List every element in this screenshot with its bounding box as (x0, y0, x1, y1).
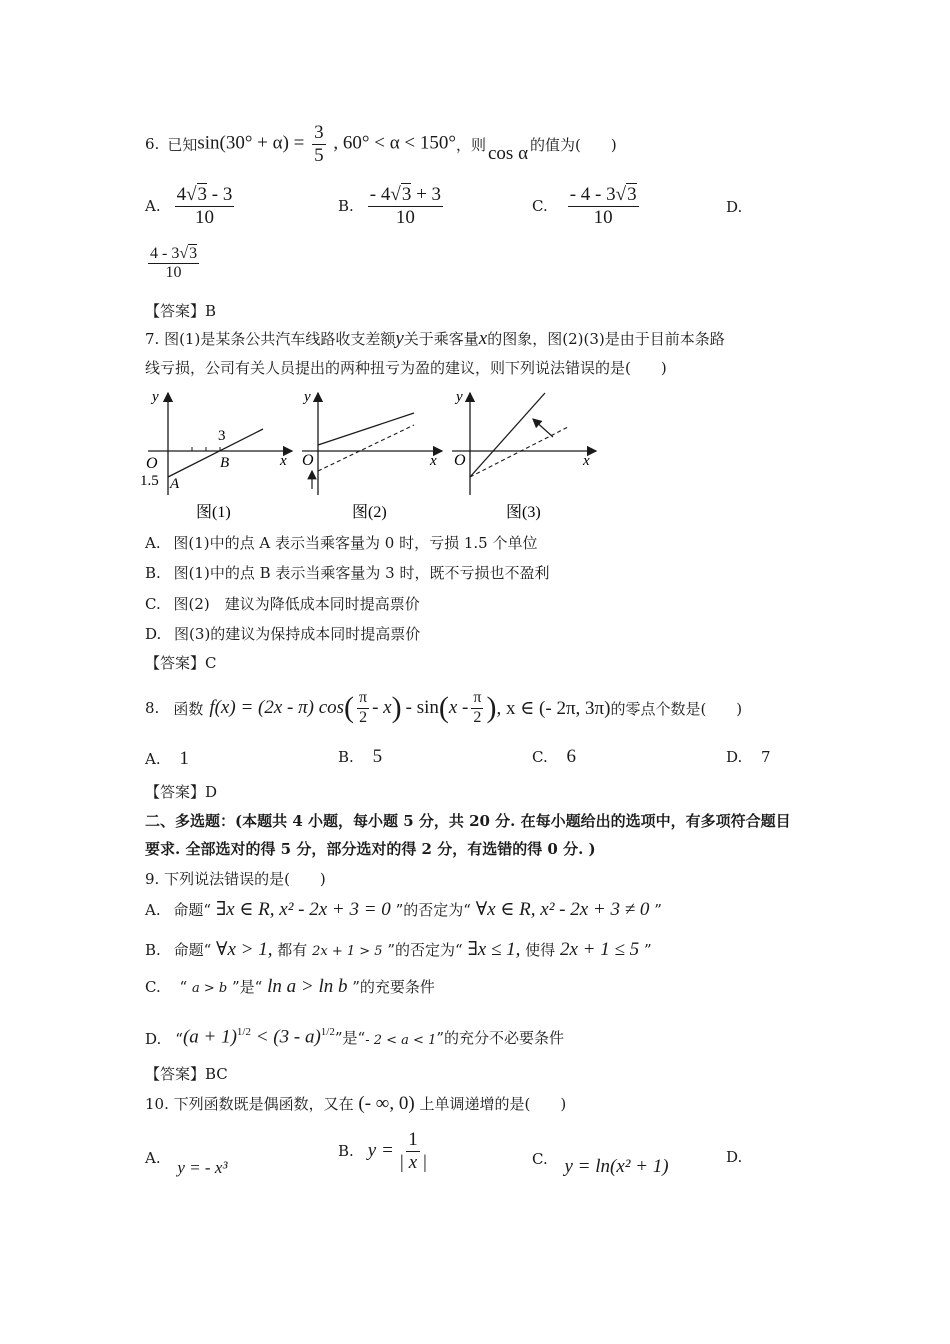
q10-option-d-label: D. (726, 1148, 743, 1166)
q9-b-end: ” (643, 941, 652, 959)
fig2-y-label: y (304, 389, 311, 405)
q7-stem-line2: 线亏损，公司有关人员提出的两种扭亏为盈的建议，则下列说法错误的是( ) (145, 359, 667, 377)
q8-frac1-num: π (357, 689, 369, 708)
q6-option-a-label: A. (145, 197, 161, 215)
q8-option-a-value: 1 (179, 748, 189, 769)
q7-option-b-text: 图(1)中的点 B 表示当乘客量为 3 时，既不亏损也不盈利 (173, 564, 550, 582)
q6-frac (312, 122, 326, 167)
q6-b-num-coef: - 4 (369, 183, 391, 205)
fig3-dashed-line (470, 427, 568, 477)
q6-d-den: 10 (165, 264, 182, 282)
fig1-three: 3 (218, 428, 226, 444)
q9-option-c-label: C. (145, 978, 161, 996)
q8-minus-sin: - sin (405, 697, 439, 718)
q6-prefix: 已知 (167, 135, 198, 154)
q7-option-c[interactable] (145, 593, 420, 614)
q7-var-y: y (395, 328, 404, 349)
q6-number: 6. (145, 135, 160, 153)
section2-heading-line2: 要求. 全部选对的得 5 分，部分选对的得 2 分，有选错的得 0 分. ) (145, 840, 596, 858)
q6-option-a[interactable] (145, 183, 237, 229)
q7-option-b-label: B. (145, 564, 161, 582)
q8-frac2-den: 2 (473, 708, 482, 726)
q9-a-math1: ∃x ∈ R, x² - 2x + 3 = 0 (215, 899, 391, 920)
fig2-solid-line (318, 413, 414, 445)
q9-option-c[interactable] (145, 976, 435, 998)
fig1-y-label: y (152, 389, 159, 405)
q10-option-a[interactable] (145, 1148, 228, 1177)
q6-a-num-rad: 3 (197, 183, 208, 205)
q6-option-c-label: C. (532, 197, 548, 215)
q7-option-a-text: 图(1)中的点 A 表示当乘客量为 0 时，亏损 1.5 个单位 (173, 534, 538, 552)
fig1-point-a: A (170, 476, 180, 492)
q6-d-num-coef: 4 - 3 (150, 245, 180, 262)
q8-domain: , x ∈ (- 2π, 3π) (496, 697, 611, 719)
q9-b-math1: ∀x > 1, (216, 939, 273, 960)
q9-option-d-label: D. (145, 1030, 162, 1048)
q9-d-math1: (a + 1) (182, 1026, 237, 1047)
q8-option-d-label: D. (726, 748, 743, 766)
q9-b-math3: ∃x ≤ 1, (467, 939, 521, 960)
figure-2 (302, 389, 442, 495)
fig3-x-label: x (583, 453, 590, 469)
q7-option-c-text: 图(2) 建议为降低成本同时提高票价 (173, 595, 420, 613)
q6-b-den: 10 (395, 206, 415, 228)
q6-option-c-frac: $\frac{- 4 - 3√3}{10}$ (569, 183, 637, 228)
q8-answer: 【答案】D (145, 783, 218, 801)
q8-prefix: 函数 (173, 699, 204, 718)
q8-x-minus: x - (448, 697, 469, 718)
q6-sin-head: sin(30° + α) = (197, 132, 305, 154)
q9-d-mid: ”是“ (334, 1029, 366, 1047)
q6-a-den: 10 (194, 206, 214, 228)
section2-heading-line1: 二、多选题：(本题共 4 小题，每小题 5 分，共 20 分. 在每小题给出的选项中，有多项符合题目 (145, 812, 791, 830)
q10-stem (145, 1093, 566, 1115)
fig2-origin: O (302, 452, 314, 469)
figure-3 (452, 389, 596, 495)
q6-option-d-frac: $\frac{4 - 3√3}{10}$ (150, 245, 198, 282)
q6-answer: 【答案】B (145, 302, 217, 320)
q7-option-a-label: A. (145, 534, 161, 552)
q8-option-c[interactable] (532, 746, 576, 768)
q10-stem-pre: 10. 下列函数既是偶函数，又在 (145, 1095, 354, 1113)
q8-frac1-den: 2 (359, 708, 368, 726)
q6-a-num-coef: 4 (176, 183, 187, 205)
q9-d-pre: “ (175, 1030, 183, 1048)
q10-option-c-label: C. (532, 1150, 548, 1168)
q9-a-mid: ”的否定为“ (395, 901, 471, 919)
q6-suffix: 的值为( ) (530, 135, 617, 154)
q9-c-math2: ln a > ln b (267, 976, 348, 997)
q9-d-end: ”的充分不必要条件 (436, 1029, 565, 1047)
q8-option-a-label: A. (145, 750, 161, 768)
q9-d-lt: < (3 - a) (255, 1026, 321, 1047)
q6-c-num-rad: 3 (627, 183, 637, 205)
q7-line1-text: 7. 图(1)是某条公共汽车线路收支差额 (145, 330, 396, 348)
q8-number: 8. (145, 699, 160, 717)
q9-b-mid3: 使得 (525, 941, 556, 959)
q7-option-b[interactable] (145, 562, 549, 583)
q8-option-b-label: B. (338, 748, 354, 766)
q7-line1-end: 的图象，图(2)(3)是由于目前本条路 (487, 330, 725, 348)
q9-option-b-label: B. (145, 941, 161, 959)
q10-option-c[interactable] (532, 1148, 669, 1177)
fig3-arrow (533, 419, 553, 437)
q9-a-pre: 命题“ (173, 901, 212, 919)
q9-a-end: ” (654, 901, 662, 919)
q7-answer: 【答案】C (145, 654, 217, 672)
q6-b-num-tail: + 3 (411, 183, 442, 205)
q6-option-b-label: B. (338, 197, 354, 215)
q6-option-d-label[interactable]: D. (726, 198, 743, 216)
q9-b-math2: 2x + 1 > 5 (312, 944, 383, 959)
q9-option-a-label: A. (145, 901, 161, 919)
q7-option-c-label: C. (145, 595, 161, 613)
fig1-caption: 图(1) (196, 504, 231, 521)
q6-frac-den: 5 (314, 144, 324, 166)
q10-option-a-label: A. (145, 1149, 161, 1167)
q9-option-d[interactable] (145, 1016, 564, 1048)
q9-b-math4: 2x + 1 ≤ 5 (559, 939, 640, 960)
q7-option-a[interactable] (145, 532, 537, 553)
fig2-x-label: x (430, 453, 437, 469)
q10-option-b-label: B. (338, 1142, 354, 1160)
fig3-origin: O (454, 452, 466, 469)
q10-stem-post: 上单调递增的是( ) (419, 1095, 567, 1113)
q9-d-expr (183, 1026, 335, 1048)
q8-option-a[interactable] (145, 748, 189, 770)
q6-c-num-coef: - 4 - 3 (569, 183, 616, 205)
q9-stem: 9. 下列说法错误的是( ) (145, 870, 326, 888)
q6-option-b[interactable] (338, 183, 446, 229)
q6-option-c[interactable] (532, 183, 642, 229)
q10-option-a-math: y = - x³ (177, 1158, 228, 1177)
q6-then: ，则 (455, 135, 486, 154)
q10-interval: (- ∞, 0) (358, 1093, 415, 1114)
q6-option-b-frac: $\frac{- 4√3 + 3}{10}$ (369, 183, 442, 228)
q9-d-math2: - 2 < a < 1 (365, 1033, 437, 1048)
q9-c-pre: “ (179, 978, 188, 996)
q8-function: f(x) = (2x - π) cos ( $\frac{\pi}{2}$ - x ) - sin ( x - $\frac{\pi}{2}$ ) , x ∈ (- 2π, 3π) (209, 689, 611, 726)
q8-suffix: 的零点个数是( ) (610, 699, 743, 718)
q10-option-d[interactable] (726, 1148, 742, 1166)
q8-option-b[interactable] (338, 746, 382, 768)
q9-option-b[interactable] (145, 938, 652, 961)
q6-sin-expr (197, 122, 456, 167)
q10-option-b-num: 1 (408, 1128, 418, 1150)
q10-option-b-den: | x | (398, 1151, 428, 1173)
fig2-dashed-line (318, 425, 414, 471)
q10-option-b-head: y = (367, 1140, 394, 1161)
q9-c-math1: a > b (191, 981, 228, 996)
q8-stem (145, 683, 742, 733)
fig3-caption: 图(3) (506, 504, 541, 521)
q8-option-b-value: 5 (372, 746, 383, 767)
q8-option-d[interactable] (726, 748, 771, 766)
q8-option-d-value: 7 (761, 748, 771, 766)
figure-1 (140, 389, 292, 495)
q9-b-mid1: 都有 (277, 941, 308, 959)
q8-frac2-num: π (471, 689, 483, 708)
q6-cos: cos α (488, 143, 529, 164)
fig1-origin: O (146, 455, 158, 472)
fig3-y-label: y (456, 389, 463, 405)
fig1-x-label: x (280, 453, 287, 469)
q9-b-mid2: ”的否定为“ (387, 941, 463, 959)
q8-option-c-value: 6 (566, 746, 576, 767)
q7-option-d-text: 图(3)的建议为保持成本同时提高票价 (174, 625, 421, 643)
q6-a-num-tail: - 3 (207, 183, 233, 205)
q9-c-end: ”的充要条件 (352, 978, 435, 996)
q7-stem-line1 (145, 328, 725, 350)
q7-option-d[interactable] (145, 623, 420, 644)
q6-option-a-frac: $\frac{4√3 - 3}{10}$ (176, 183, 233, 228)
q6-d-num-rad: 3 (189, 245, 198, 262)
fig3-solid-line (470, 393, 545, 477)
q10-option-b-frac (397, 1129, 429, 1174)
fig1-one-five: 1.5 (140, 473, 159, 489)
q9-c-mid: ”是“ (231, 978, 263, 996)
q8-f-head: f(x) = (2x - π) cos (209, 697, 345, 718)
q7-line1-mid: 关于乘客量 (403, 330, 479, 348)
q8-option-c-label: C. (532, 748, 548, 766)
q6-option-d[interactable] (145, 245, 202, 283)
q10-option-c-math: y = ln(x² + 1) (564, 1156, 669, 1177)
q6-condition: , 60° < α < 150° (333, 132, 456, 154)
q9-a-math2: ∀x ∈ R, x² - 2x + 3 ≠ 0 (475, 899, 650, 920)
q9-option-a[interactable] (145, 898, 662, 921)
q10-option-b[interactable] (338, 1128, 432, 1174)
q7-option-d-label: D. (145, 625, 162, 643)
q6-stem (145, 120, 617, 168)
q6-c-den: 10 (593, 206, 613, 228)
fig1-line (168, 429, 263, 477)
fig2-caption: 图(2) (352, 504, 387, 521)
q9-answer: 【答案】BC (145, 1065, 228, 1083)
q9-d-exp1: 1/2 (236, 1025, 251, 1038)
q9-d-exp2: 1/2 (320, 1025, 335, 1038)
q7-figures (140, 385, 610, 525)
q7-var-x: x (478, 328, 488, 349)
q6-b-num-rad: 3 (401, 183, 412, 205)
q8-minus-x: - x (372, 697, 392, 718)
q6-frac-num: 3 (314, 121, 324, 143)
fig1-point-b: B (220, 455, 230, 471)
q9-b-pre: 命题“ (173, 941, 212, 959)
